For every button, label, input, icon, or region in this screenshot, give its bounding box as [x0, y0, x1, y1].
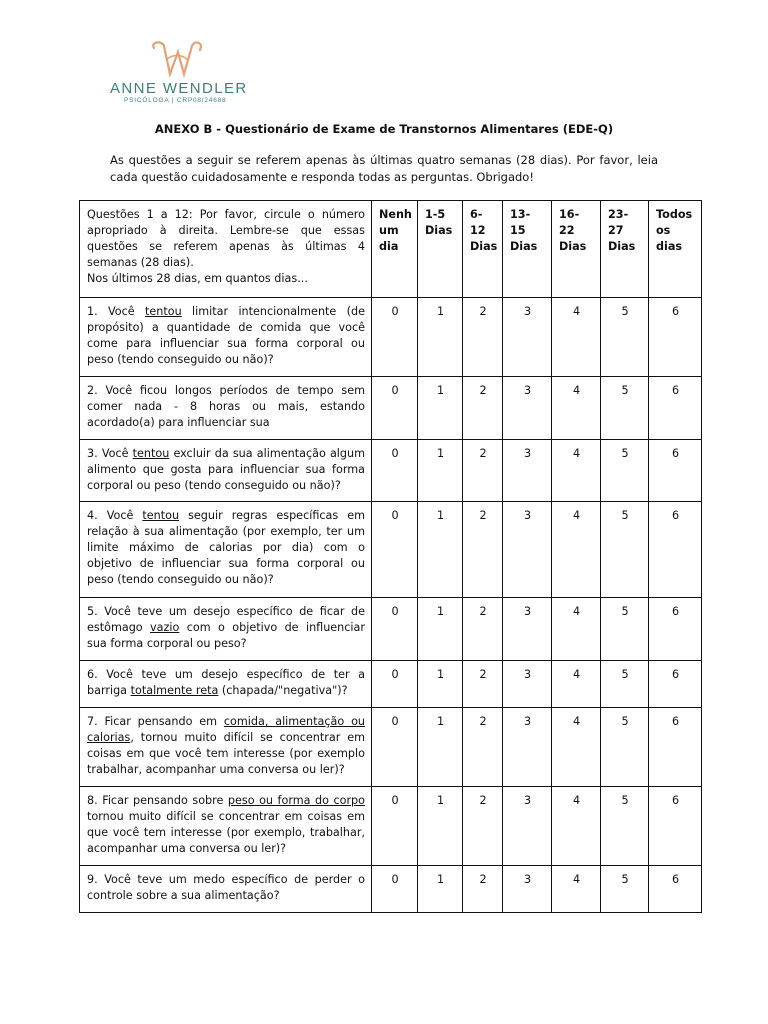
answer-option[interactable]: 5: [601, 377, 649, 440]
table-row: [80, 298, 702, 377]
intro-text: As questões a seguir se referem apenas às últimas quatro semanas (28 dias). Por favor, leia cada questão cuidadosamente e responda todas as perguntas. Obrigado!: [110, 153, 658, 184]
answer-option[interactable]: 4: [552, 598, 601, 661]
question-emphasis: tentou: [145, 305, 182, 318]
answer-option[interactable]: 0: [372, 661, 418, 708]
answer-option[interactable]: 2: [463, 866, 503, 913]
answer-option[interactable]: 0: [372, 787, 418, 866]
question-text-part: tornou muito difícil se concentrar em coisas em que você tem interesse (por exemplo, trabalhar, acompanhar uma conversa ou ler)?: [87, 810, 365, 855]
header-instructions: [80, 201, 372, 298]
answer-option[interactable]: 6: [649, 377, 702, 440]
answer-option[interactable]: 1: [418, 440, 463, 502]
question-text: [80, 377, 372, 440]
answer-option[interactable]: 1: [418, 661, 463, 708]
question-emphasis: peso ou forma do corpo: [227, 794, 366, 807]
answer-option[interactable]: 3: [503, 598, 552, 661]
table-row: [80, 708, 702, 787]
answer-option[interactable]: 6: [649, 661, 702, 708]
question-text-part: 7. Ficar pensando em: [87, 715, 224, 728]
question-emphasis: comida, alimentação ou calorias: [87, 715, 366, 744]
answer-option[interactable]: 3: [503, 866, 552, 913]
question-text: [80, 787, 372, 866]
answer-option[interactable]: 4: [552, 440, 601, 502]
question-text: [80, 661, 372, 708]
answer-option[interactable]: 0: [372, 598, 418, 661]
answer-option[interactable]: 1: [418, 298, 463, 377]
answer-option[interactable]: 6: [649, 598, 702, 661]
answer-option[interactable]: 0: [372, 708, 418, 787]
question-emphasis: totalmente reta: [130, 684, 219, 697]
answer-option[interactable]: 4: [552, 377, 601, 440]
column-header: 16-22 Dias: [552, 201, 601, 298]
answer-option[interactable]: 3: [503, 298, 552, 377]
answer-option[interactable]: 3: [503, 661, 552, 708]
answer-option[interactable]: 2: [463, 502, 503, 598]
answer-option[interactable]: 6: [649, 708, 702, 787]
table-row: [80, 598, 702, 661]
answer-option[interactable]: 6: [649, 440, 702, 502]
answer-option[interactable]: 5: [601, 502, 649, 598]
question-emphasis: tentou: [132, 447, 170, 460]
answer-option[interactable]: 4: [552, 298, 601, 377]
column-header: Todos os dias: [649, 201, 702, 298]
question-text-part: excluir da sua alimentação algum alimento que gosta para influenciar sua forma corporal ou peso (tendo conseguido ou não)?: [87, 447, 365, 492]
answer-option[interactable]: 2: [463, 377, 503, 440]
table-header-row: [80, 201, 702, 298]
answer-option[interactable]: 2: [463, 298, 503, 377]
logo-subtitle: PSICÓLOGA | CRP08/24688: [124, 97, 227, 104]
table-row: [80, 502, 702, 598]
question-text-part: com o objetivo de influenciar sua forma corporal ou peso?: [87, 621, 365, 650]
answer-option[interactable]: 4: [552, 502, 601, 598]
answer-option[interactable]: 4: [552, 787, 601, 866]
answer-option[interactable]: 5: [601, 866, 649, 913]
answer-option[interactable]: 3: [503, 502, 552, 598]
table-row: [80, 866, 702, 913]
header-instructions-text: Questões 1 a 12: Por favor, circule o número apropriado à direita. Lembre-se que essas questões se referem apenas às últimas 4 semanas (28 dias).: [87, 208, 365, 269]
question-text-part: 6. Você teve um desejo específico de ter a barriga: [87, 668, 365, 697]
logo-monogram-icon: [148, 40, 208, 84]
column-header: 13-15 Dias: [503, 201, 552, 298]
answer-option[interactable]: 5: [601, 661, 649, 708]
question-text-part: limitar intencionalmente (de propósito) a quantidade de comida que você come para influenciar sua forma corporal ou peso (tendo conseguido ou não)?: [87, 305, 365, 366]
question-text-part: 8. Ficar pensando sobre: [87, 794, 228, 807]
answer-option[interactable]: 1: [418, 787, 463, 866]
column-header: 1-5 Dias: [418, 201, 463, 298]
column-header: Nenh um dia: [372, 201, 418, 298]
question-text-part: , tornou muito difícil se concentrar em coisas em que você tem interesse (por exemplo trabalhar, acompanhar uma conversa ou ler)?: [87, 731, 365, 776]
answer-option[interactable]: 0: [372, 866, 418, 913]
answer-option[interactable]: 5: [601, 708, 649, 787]
answer-option[interactable]: 0: [372, 377, 418, 440]
question-text: [80, 440, 372, 502]
column-header: 6-12 Dias: [463, 201, 503, 298]
answer-option[interactable]: 5: [601, 787, 649, 866]
answer-option[interactable]: 1: [418, 866, 463, 913]
question-text-part: 5. Você teve um desejo específico de ficar de estômago: [87, 605, 365, 634]
question-text-part: 4. Você: [87, 509, 143, 522]
answer-option[interactable]: 0: [372, 440, 418, 502]
logo: [110, 40, 250, 110]
question-text-part: (chapada/"negativa")?: [218, 684, 348, 697]
answer-option[interactable]: 6: [649, 298, 702, 377]
answer-option[interactable]: 1: [418, 502, 463, 598]
answer-option[interactable]: 6: [649, 787, 702, 866]
answer-option[interactable]: 2: [463, 440, 503, 502]
answer-option[interactable]: 1: [418, 598, 463, 661]
question-text: [80, 502, 372, 598]
answer-option[interactable]: 5: [601, 598, 649, 661]
answer-option[interactable]: 0: [372, 502, 418, 598]
logo-name: ANNE WENDLER: [110, 80, 248, 97]
question-text-part: 1. Você: [87, 305, 146, 318]
answer-option[interactable]: 2: [463, 661, 503, 708]
answer-option[interactable]: 3: [503, 440, 552, 502]
answer-option[interactable]: 2: [463, 708, 503, 787]
table-row: [80, 440, 702, 502]
page-title: ANEXO B - Questionário de Exame de Transtornos Alimentares (EDE-Q): [154, 122, 614, 136]
answer-option[interactable]: 1: [418, 708, 463, 787]
answer-option[interactable]: 5: [601, 440, 649, 502]
answer-option[interactable]: 0: [372, 298, 418, 377]
question-text-part: 2. Você ficou longos períodos de tempo sem comer nada - 8 horas ou mais, estando acordado(a) para influenciar sua: [87, 384, 365, 429]
answer-option[interactable]: 2: [463, 787, 503, 866]
answer-option[interactable]: 3: [503, 708, 552, 787]
answer-option[interactable]: 6: [649, 866, 702, 913]
table-row: [80, 787, 702, 866]
question-emphasis: tentou: [142, 509, 180, 522]
questionnaire-table: [79, 200, 702, 913]
question-text: [80, 708, 372, 787]
answer-option[interactable]: 4: [552, 661, 601, 708]
answer-option[interactable]: 4: [552, 866, 601, 913]
question-emphasis: vazio: [150, 621, 180, 634]
question-text: [80, 866, 372, 913]
answer-option[interactable]: 5: [601, 298, 649, 377]
answer-option[interactable]: 6: [649, 502, 702, 598]
question-text: [80, 598, 372, 661]
answer-option[interactable]: 3: [503, 787, 552, 866]
table-row: [80, 377, 702, 440]
question-text-part: 3. Você: [87, 447, 133, 460]
question-text: [80, 298, 372, 377]
answer-option[interactable]: 1: [418, 377, 463, 440]
question-text-part: seguir regras específicas em relação à sua alimentação (por exemplo, ter um limite máximo de calorias por dia) com o objetivo de influenciar sua forma corporal ou peso (tendo conseguido ou não)?: [87, 509, 366, 586]
header-instructions-text2: Nos últimos 28 dias, em quantos dias...: [87, 272, 308, 285]
answer-option[interactable]: 2: [463, 598, 503, 661]
answer-option[interactable]: 4: [552, 708, 601, 787]
answer-option[interactable]: 3: [503, 377, 552, 440]
table-row: [80, 661, 702, 708]
question-text-part: 9. Você teve um medo específico de perder o controle sobre a sua alimentação?: [87, 873, 365, 902]
column-header: 23-27 Dias: [601, 201, 649, 298]
